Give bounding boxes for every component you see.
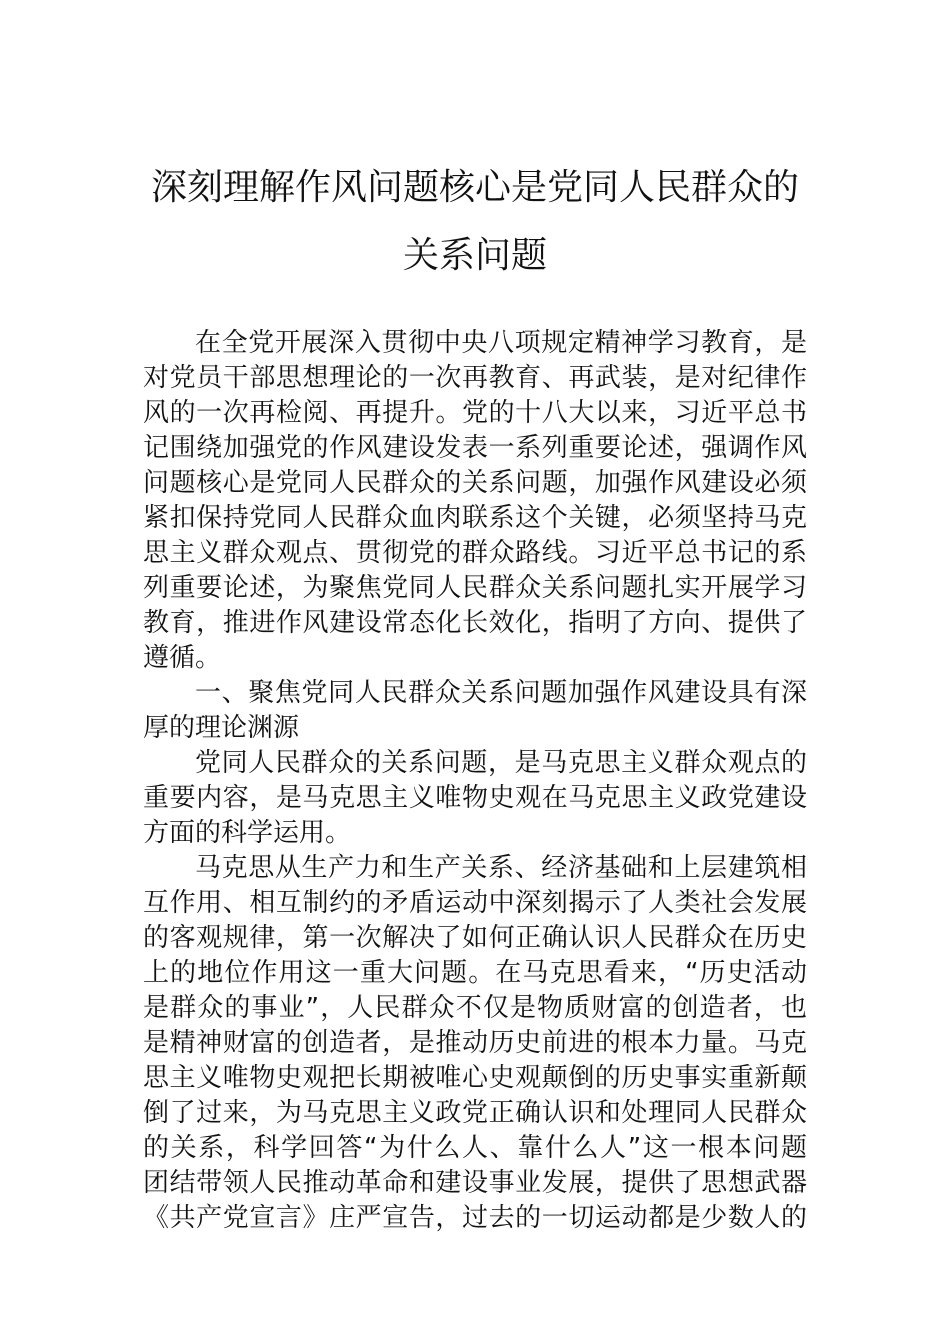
paragraph-line: 团结带领人民推动革命和建设事业发展，提供了思想武器 bbox=[143, 1168, 807, 1198]
paragraph-line: 互作用、相互制约的矛盾运动中深刻揭示了人类社会发展 bbox=[143, 888, 807, 918]
section-heading-line: 厚的理论渊源 bbox=[143, 713, 300, 743]
paragraph-line: 风的一次再检阅、再提升。党的十八大以来，习近平总书 bbox=[143, 398, 807, 428]
paragraph-line: 遵循。 bbox=[143, 643, 222, 673]
document-title-line-2: 关系问题 bbox=[402, 235, 547, 276]
paragraph-line: 党同人民群众的关系问题，是马克思主义群众观点的 bbox=[195, 748, 807, 778]
paragraph-line: 思主义唯物史观把长期被唯心史观颠倒的历史事实重新颠 bbox=[143, 1063, 807, 1093]
document-title-line-1: 深刻理解作风问题核心是党同人民群众的 bbox=[150, 167, 799, 208]
paragraph-line: 思主义群众观点、贯彻党的群众路线。习近平总书记的系 bbox=[143, 538, 807, 568]
paragraph-line: 上的地位作用这一重大问题。在马克思看来，“历史活动 bbox=[143, 958, 807, 988]
paragraph-line: 教育，推进作风建设常态化长效化，指明了方向、提供了 bbox=[143, 608, 807, 638]
paragraph-line: 方面的科学运用。 bbox=[143, 818, 352, 848]
paragraph-line: 马克思从生产力和生产关系、经济基础和上层建筑相 bbox=[195, 853, 807, 883]
paragraph-line: 《共产党宣言》庄严宣告，过去的一切运动都是少数人的 bbox=[143, 1203, 807, 1233]
section-heading-line: 一、聚焦党同人民群众关系问题加强作风建设具有深 bbox=[195, 678, 807, 708]
paragraph-line: 在全党开展深入贯彻中央八项规定精神学习教育，是 bbox=[195, 328, 807, 358]
paragraph-line: 重要内容，是马克思主义唯物史观在马克思主义政党建设 bbox=[143, 783, 807, 813]
paragraph-line: 倒了过来，为马克思主义政党正确认识和处理同人民群众 bbox=[143, 1098, 807, 1128]
paragraph-line: 是群众的事业”，人民群众不仅是物质财富的创造者，也 bbox=[143, 993, 807, 1023]
paragraph-line: 紧扣保持党同人民群众血肉联系这个关键，必须坚持马克 bbox=[143, 503, 807, 533]
paragraph-line: 的关系，科学回答“为什么人、靠什么人”这一根本问题 bbox=[143, 1133, 807, 1163]
paragraph-line: 的客观规律，第一次解决了如何正确认识人民群众在历史 bbox=[143, 923, 807, 953]
paragraph-line: 列重要论述，为聚焦党同人民群众关系问题扎实开展学习 bbox=[143, 573, 807, 603]
paragraph-line: 记围绕加强党的作风建设发表一系列重要论述，强调作风 bbox=[143, 433, 807, 463]
paragraph-line: 对党员干部思想理论的一次再教育、再武装，是对纪律作 bbox=[143, 363, 807, 393]
paragraph-line: 是精神财富的创造者，是推动历史前进的根本力量。马克 bbox=[143, 1028, 807, 1058]
paragraph-line: 问题核心是党同人民群众的关系问题，加强作风建设必须 bbox=[143, 468, 807, 498]
